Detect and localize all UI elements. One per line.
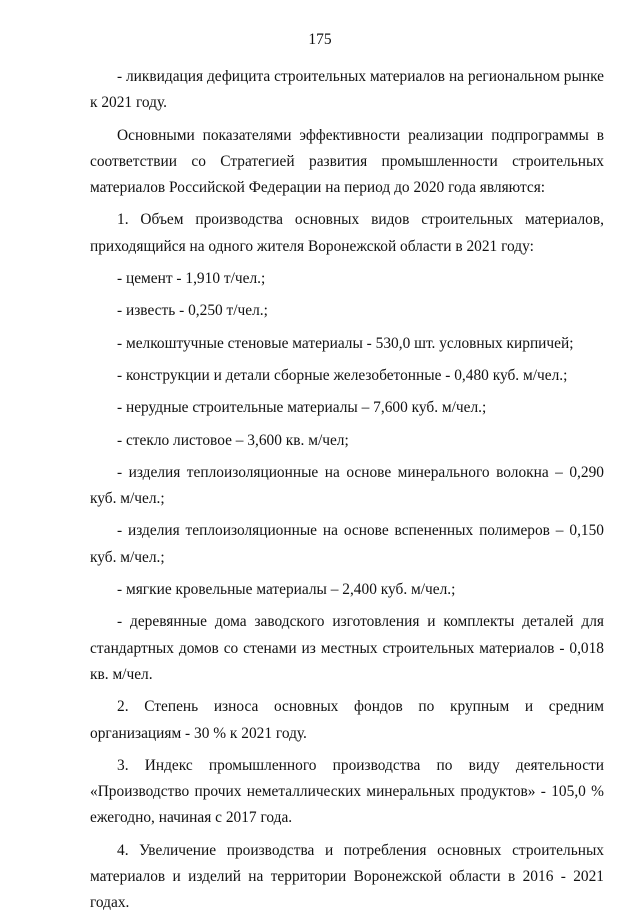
paragraph-indicator-1: 1. Объем производства основных видов строительных материалов, приходящийся на одного жителя Воронежской области в 2021 году: <box>90 211 604 255</box>
paragraph-indicator-4: 4. Увеличение производства и потребления основных строительных материалов и изделий на территории Воронежской области в 2016 - 2021 годах. <box>90 841 604 912</box>
paragraph-indicators-intro: Основными показателями эффективности реализации подпрограммы в соответствии со Стратегией развития промышленности строительных материалов Российской Федерации на период до 2020 года являются: <box>90 126 604 197</box>
list-item-wall-materials: - мелкоштучные стеновые материалы - 530,0 шт. условных кирпичей; <box>117 334 574 352</box>
list-item-concrete-structures: - конструкции и детали сборные железобетонные - 0,480 куб. м/чел.; <box>117 366 568 384</box>
list-item-mineral-wool-insulation: - изделия теплоизоляционные на основе минерального волокна – 0,290 куб. м/чел.; <box>90 463 604 508</box>
paragraph-indicator-3: 3. Индекс промышленного производства по виду деятельности «Производство прочих неметаллических минеральных продуктов» - 105,0 % ежегодно, начиная с 2017 года. <box>90 756 604 827</box>
paragraph-goal-deficit: - ликвидация дефицита строительных материалов на региональном рынке к 2021 году. <box>90 68 604 112</box>
page-number: 175 <box>308 31 332 48</box>
paragraph-indicator-2: 2. Степень износа основных фондов по крупным и средним организациям - 30 % к 2021 году. <box>90 698 604 742</box>
list-item-wooden-houses: - деревянные дома заводского изготовления и комплекты деталей для стандартных домов со стенами из местных строительных материалов - 0,018 кв. м/чел. <box>90 613 604 683</box>
list-item-sheet-glass: - стекло листовое – 3,600 кв. м/чел; <box>117 431 349 449</box>
document-body <box>90 64 604 917</box>
list-item-nonmetallic-materials: - нерудные строительные материалы – 7,600 куб. м/чел.; <box>117 399 487 417</box>
list-item-roofing-materials: - мягкие кровельные материалы – 2,400 куб. м/чел.; <box>117 581 456 599</box>
list-item-polymer-insulation: - изделия теплоизоляционные на основе вспененных полимеров – 0,150 куб. м/чел.; <box>90 522 604 566</box>
list-item-cement: - цемент - 1,910 т/чел.; <box>117 270 266 288</box>
list-item-lime: - известь - 0,250 т/чел.; <box>117 302 268 320</box>
